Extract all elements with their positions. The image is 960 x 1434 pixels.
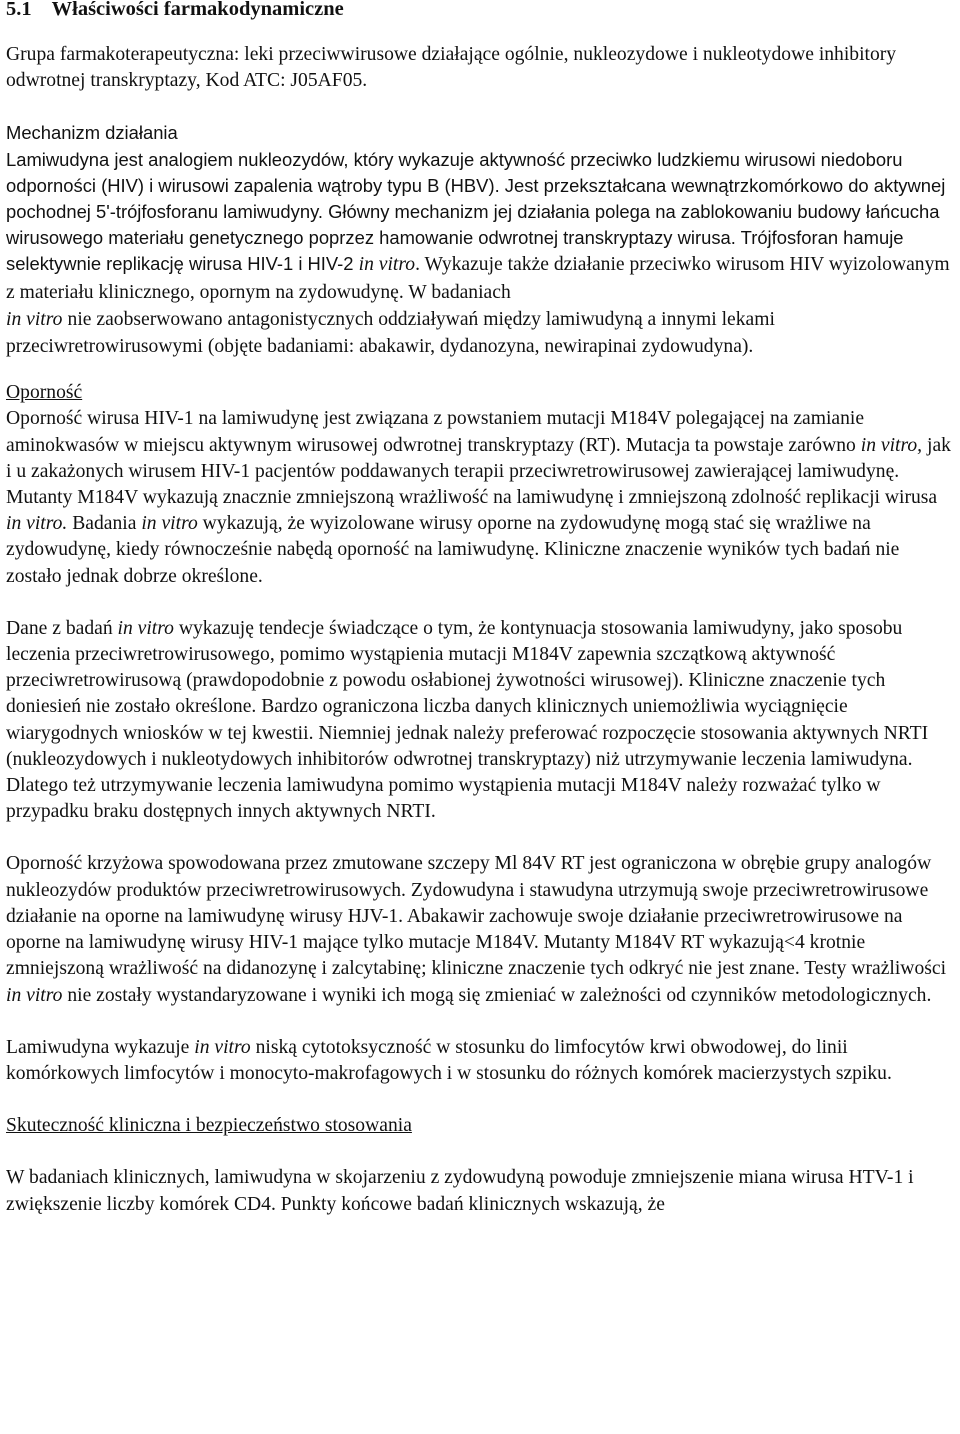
in-vitro-term: in vitro [117,617,174,639]
resistance-paragraph-2 [6,616,956,826]
efficacy-heading: Skuteczność kliniczna i bezpieczeństwo stosowania [6,1115,412,1137]
efficacy-paragraph: W badaniach klinicznych, lamiwudyna w skojarzeniu z zydowudyną powoduje zmniejszenie miana wirusa HTV-1 i zwiększenie liczby komórek CD4. Punkty końcowe badań klinicznych wskazują, że [6,1167,914,1215]
resistance-text: jak i u zakażonych wirusem HIV-1 pacjentów poddawanych terapii przeciwretrowirusowej zawierającej lamiwudynę. Mutanty M184V wykazują znacznie zmniejszoną wrażliwość na lamiwudynę i zmniejszoną zdolność replikacji wirusa [6,434,951,509]
resistance-text: Dane z badań [6,617,113,639]
section-number: 5.1 [6,0,32,20]
section-heading [6,0,956,22]
resistance-text: wykazuję tendecje świadczące o tym, że kontynuacja stosowania lamiwudyny, jako sposobu leczenia przeciwretrowirusowego, pomimo wystąpienia mutacji M184V zapewnia szczątkową aktywność przeciwretrowirusową (prawdopodobnie z powodu osłabionej żywotności wirusowej). Kliniczne znaczenie tych doniesień nie zostało określone. Bardzo ograniczona liczba danych klinicznych uniemożliwia wyciągnięcie wiarygodnych wniosków w tej kwestii. Niemniej jednak należy preferować rozpoczęcie stosowania aktywnych NRTI (nukleozydowych i nukleotydowych inhibitorów odwrotnej transkryptazy) niż utrzymywanie leczenia lamiwudyna. Dlatego też utrzymywanie leczenia lamiwudyna pomimo wystąpienia mutacji M184V należy rozważać tylko w przypadku braku dostępnych innych aktywnych NRTI. [6,617,929,823]
document-page [6,0,956,1218]
in-vitro-term: in vitro. [6,513,68,535]
mechanism-text-2: . Wykazuje także działanie przeciwko wirusom HIV wyizolowanym z materiału klinicznego, opornym na zydowudynę. W badaniach [6,254,950,303]
resistance-heading: Oporność [6,382,83,404]
in-vitro-term: in vitro [194,1036,251,1058]
pharmacotherapeutic-group: Grupa farmakoterapeutyczna: leki przeciwwirusowe działające ogólnie, nukleozydowe i nukleotydowe inhibitory odwrotnej transkryptazy, Kod ATC: J05AF05. [6,44,897,92]
resistance-text: wykazują, że wyizolowane wirusy oporne na zydowudynę mogą stać się wrażliwe na zydowudynę, kiedy równocześnie nabędą oporność na lamiwudynę. Kliniczne znaczenie wyników tych badań nie zostało jednak dobrze określone. [6,513,900,587]
resistance-text: nie zostały wystandaryzowane i wyniki ich mogą się zmieniać w zależności od czynników metodologicznych. [67,984,932,1006]
cross-resistance-paragraph [6,851,956,1008]
section-title: Właściwości farmakodynamiczne [51,0,344,20]
mechanism-paragraph [6,147,956,361]
in-vitro-term: in vitro [6,308,63,330]
in-vitro-term: in vitro [141,513,198,535]
resistance-text: Oporność krzyżowa spowodowana przez zmutowane szczepy Ml 84V RT jest ograniczona w obrębie grupy analogów nukleozydów produktów przeciwretrowirusowych. Zydowudyna i stawudyna utrzymują swoje przeciwretrowirusowe działanie na oporne na lamiwudynę wirusy HJV-1. Abakawir zachowuje swoje działanie przeciwretrowirusowe na oporne na lamiwudynę wirusy HIV-1 mające tylko mutacje M184V. Mutanty M184V RT wykazują<4 krotnie zmniejszoną wrażliwość na didanozynę i zalcytabinę; kliniczne znaczenie tych odkryć nie jest znane. Testy wrażliwości [6,853,947,980]
in-vitro-term: in vitro [6,984,63,1006]
mechanism-heading: Mechanizm działania [6,122,178,144]
resistance-text: niską cytotoksyczność w stosunku do limfocytów krwi obwodowej, do linii komórkowych limfocytów i monocyto-makrofagowych i w stosunku do różnych komórek macierzystych szpiku. [6,1036,892,1084]
cytotoxicity-paragraph [6,1035,956,1087]
resistance-text: Lamiwudyna wykazuje [6,1036,190,1058]
in-vitro-term: in vitro [358,254,416,276]
mechanism-text-3: nie zaobserwowano antagonistycznych oddziaływań między lamiwudyną a innymi lekami przeciwretrowirusowymi (objęte badaniami: abakawir, dydanozyna, newirapinai zydowudyna). [6,308,775,358]
resistance-text: Badania [72,513,137,535]
mechanism-text: Lamiwudyna jest analogiem nukleozydów, który wykazuje aktywność przeciwko ludzkiemu wirusowi niedoboru odporności (HIV) i wirusowi zapalenia wątroby typu B (HBV). Jest przekształcana wewnątrzkomórkowo do aktywnej pochodnej 5'-trójfosforanu lamiwudyny. Główny mechanizm jej działania polega na zablokowaniu budowy łańcucha wirusowego materiału genetycznego poprzez hamowanie odwrotnej transkryptazy wirusa. Trójfosforan hamuje selektywnie replikację wirusa HIV-1 i HIV-2 [6,148,946,275]
in-vitro-term: in vitro, [860,434,923,456]
resistance-text: Oporność wirusa HIV-1 na lamiwudynę jest związana z powstaniem mutacji M184V polegającej na zamianie aminokwasów w miejscu aktywnym wirusowej odwrotnej transkryptazy (RT). Mutacja ta powstaje zarówno [6,408,865,456]
resistance-paragraph-1 [6,406,956,589]
